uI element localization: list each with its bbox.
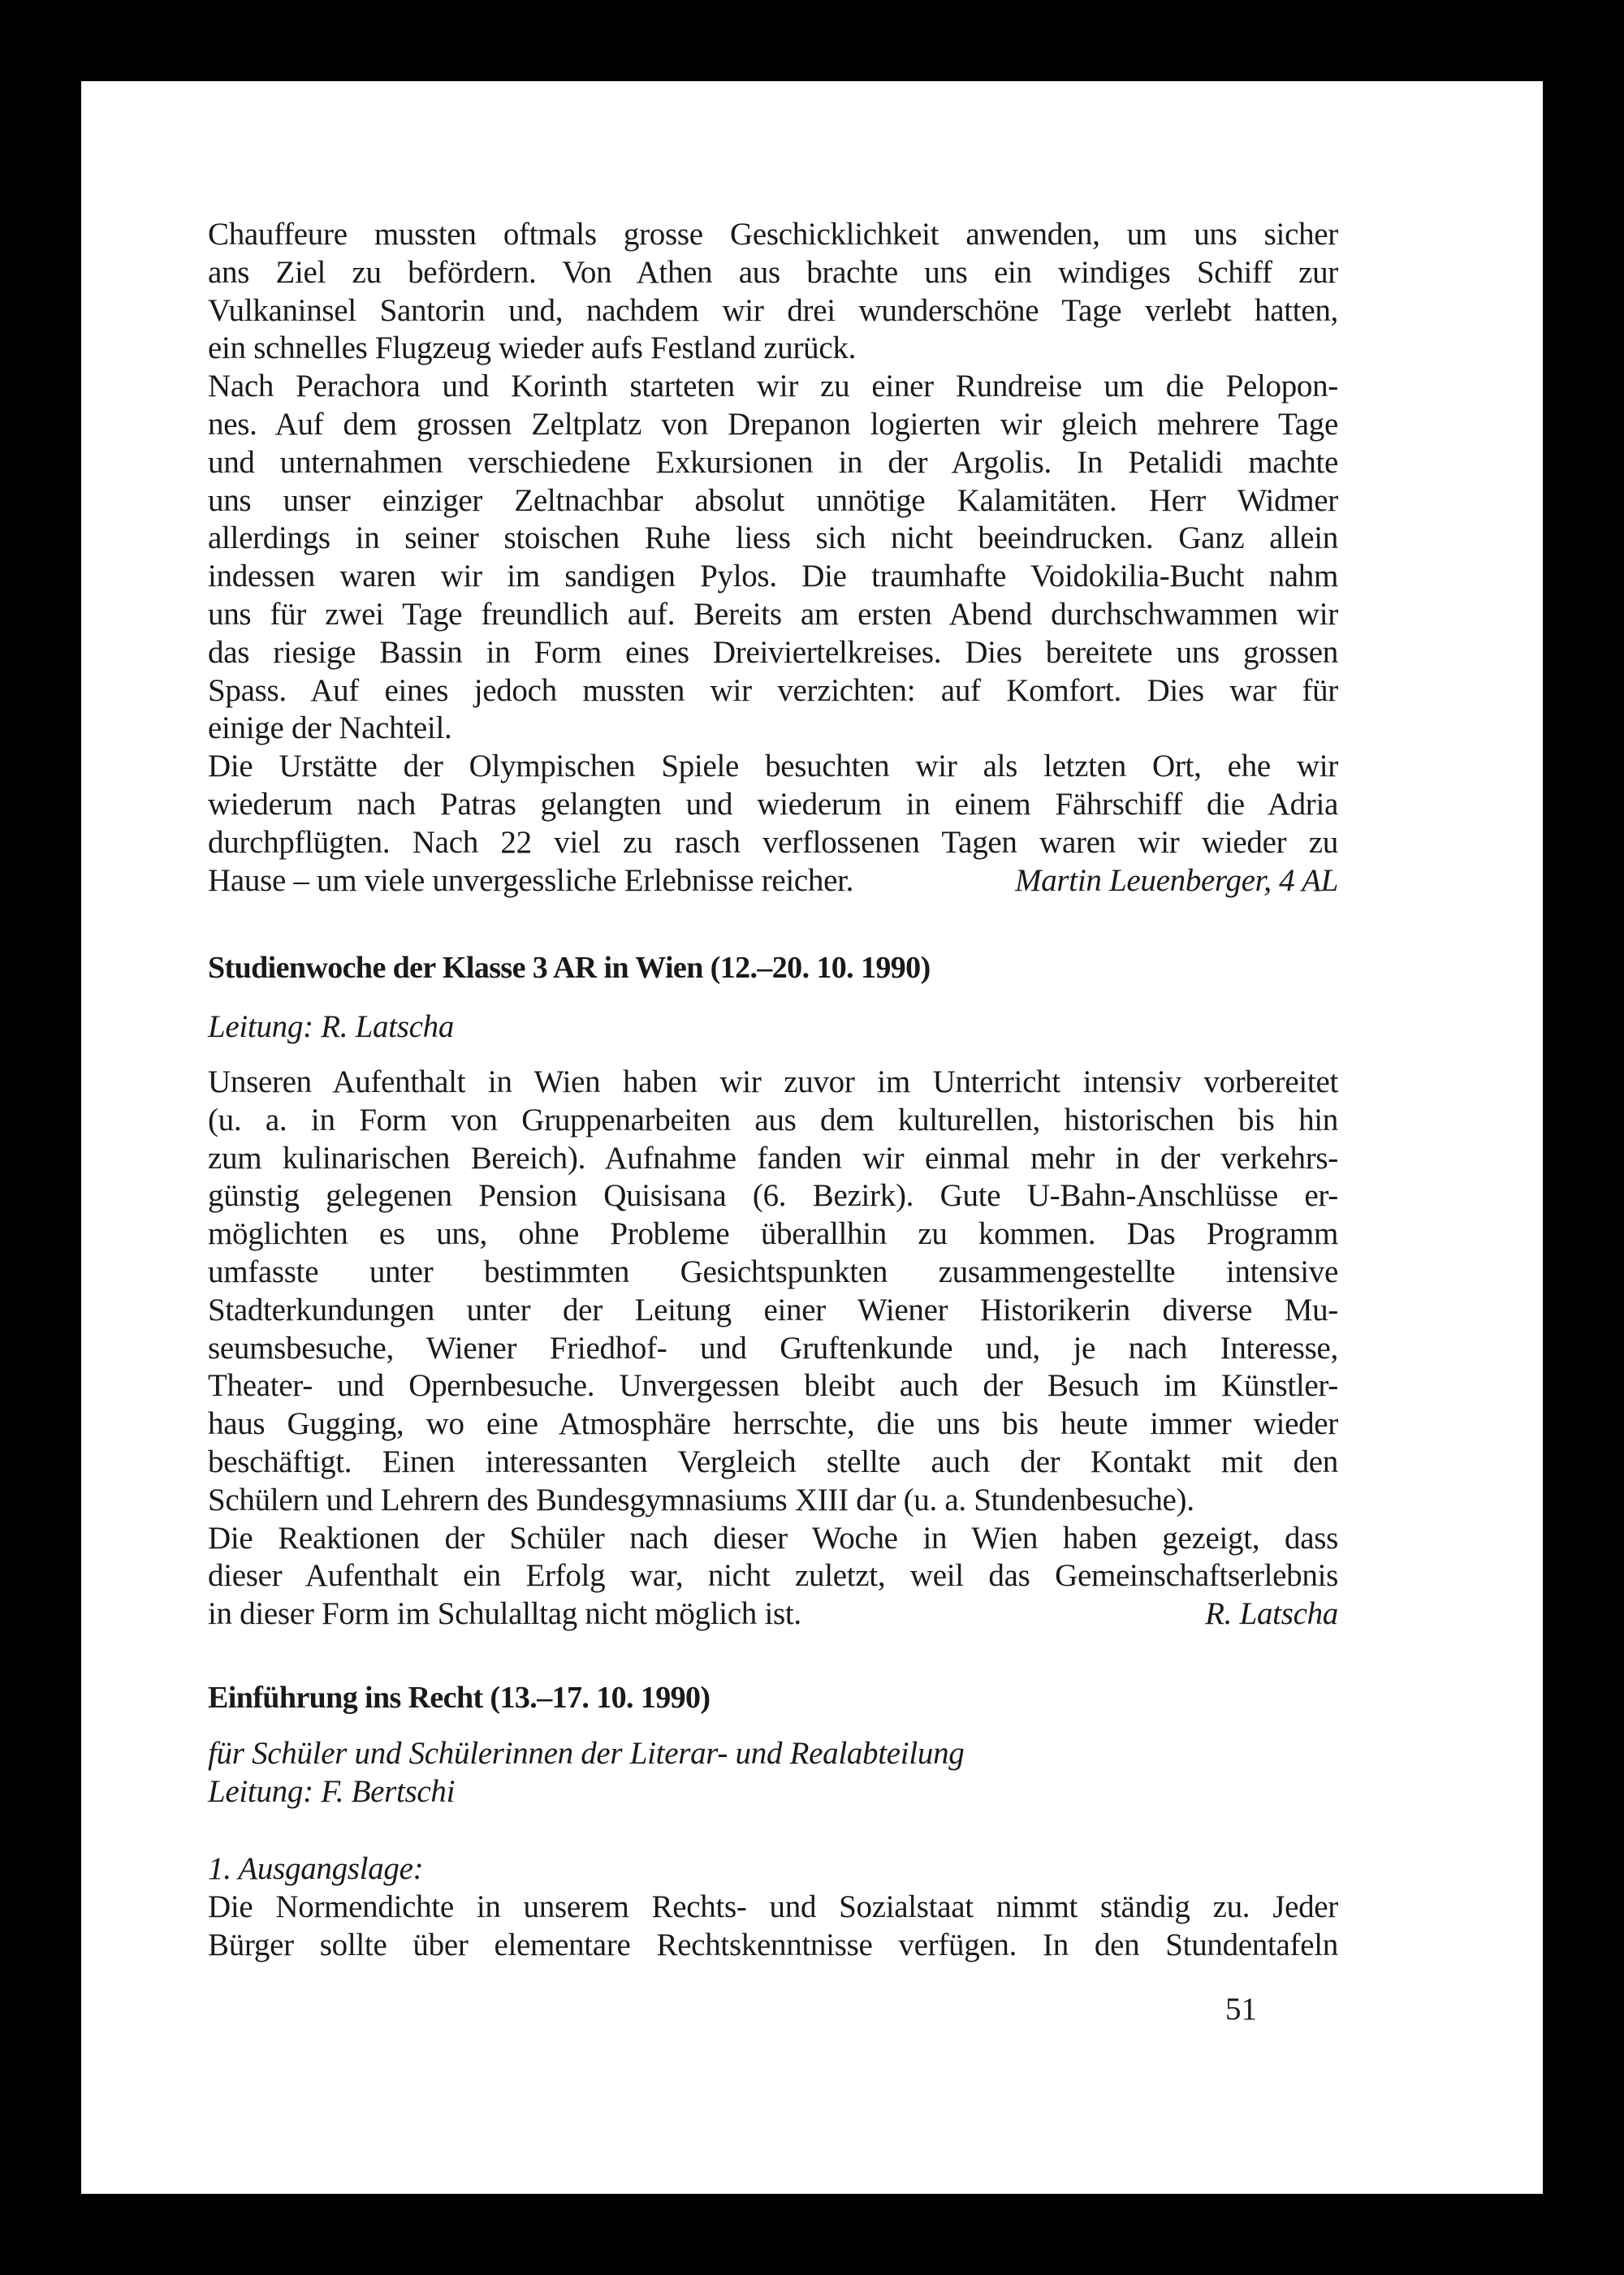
text-line: einige der Nachteil. (208, 710, 452, 746)
text-line: Unseren Aufenthalt in Wien haben wir zuvor im Unterricht intensiv vorbereitet (208, 1064, 1338, 1099)
text-line: uns unser einziger Zeltnachbar absolut unnötige Kalamitäten. Herr Widmer (208, 482, 1338, 518)
section-heading-wien: Studienwoche der Klasse 3 AR in Wien (12.–20. 10. 1990) (208, 951, 931, 985)
text-line-with-signature (208, 862, 1338, 900)
text-line: möglichten es uns, ohne Probleme überallhin zu kommen. Das Programm (208, 1216, 1338, 1252)
leitung-latscha: Leitung: R. Latscha (208, 1009, 455, 1044)
text-line: durchpflügten. Nach 22 viel zu rasch verflossenen Tagen waren wir wieder zu (208, 824, 1338, 860)
section-greece-trip (208, 216, 1338, 900)
text-line: Die Urstätte der Olympischen Spiele besuchten wir als letzten Ort, ehe wir (208, 749, 1338, 784)
section-wien-body (208, 1064, 1338, 1634)
document-page (81, 81, 1543, 2194)
text-line: Die Normendichte in unserem Rechts- und Sozialstaat nimmt ständig zu. Jeder (208, 1889, 1338, 1924)
text-line: Hause – um viele unvergessliche Erlebnisse reicher. (208, 862, 854, 898)
text-line: günstig gelegenen Pension Quisisana (6. Bezirk). Gute U-Bahn-Anschlüsse er- (208, 1178, 1338, 1214)
text-line: nes. Auf dem grossen Zeltplatz von Drepanon logierten wir gleich mehrere Tage (208, 406, 1338, 442)
text-line: Nach Perachora und Korinth starteten wir zu einer Rundreise um die Pelopon- (208, 369, 1338, 404)
text-line: das riesige Bassin in Form eines Dreiviertelkreises. Dies bereitete uns grossen (208, 634, 1338, 670)
text-line: Vulkaninsel Santorin und, nachdem wir drei wunderschöne Tage verlebt hatten, (208, 292, 1338, 328)
text-line: Schülern und Lehrern des Bundesgymnasiums XIII dar (u. a. Stundenbesuche). (208, 1482, 1194, 1517)
text-line: Bürger sollte über elementare Rechtskenntnisse verfügen. In den Stundentafeln (208, 1927, 1338, 1962)
text-line: seumsbesuche, Wiener Friedhof- und Gruftenkunde und, je nach Interesse, (208, 1330, 1338, 1366)
text-line: und unternahmen verschiedene Exkursionen in der Argolis. In Petalidi machte (208, 444, 1338, 480)
text-line: dieser Aufenthalt ein Erfolg war, nicht zuletzt, weil das Gemeinschaftserlebnis (208, 1558, 1338, 1594)
author-signature: R. Latscha (1205, 1596, 1338, 1632)
text-line: allerdings in seiner stoischen Ruhe liess sich nicht beeindrucken. Ganz allein (208, 520, 1338, 556)
text-line: zum kulinarischen Bereich). Aufnahme fanden wir einmal mehr in der verkehrs- (208, 1140, 1338, 1176)
text-line: ein schnelles Flugzeug wieder aufs Festland zurück. (208, 330, 857, 366)
text-line: Theater- und Opernbesuche. Unvergessen bleibt auch der Besuch im Künstler- (208, 1368, 1338, 1404)
text-line: Stadterkundungen unter der Leitung einer Wiener Historikerin diverse Mu- (208, 1292, 1338, 1327)
text-line: Spass. Auf eines jedoch mussten wir verzichten: auf Komfort. Dies war für (208, 672, 1338, 708)
leitung-bertschi: Leitung: F. Bertschi (208, 1773, 456, 1809)
text-line: ans Ziel zu befördern. Von Athen aus brachte uns ein windiges Schiff zur (208, 254, 1338, 290)
author-signature: Martin Leuenberger, 4 AL (1015, 862, 1338, 898)
section-recht-intro (208, 1735, 1338, 1811)
text-line: (u. a. in Form von Gruppenarbeiten aus dem kulturellen, historischen bis hin (208, 1102, 1338, 1138)
section-recht-body (208, 1850, 1338, 1964)
page-number: 51 (1225, 1992, 1257, 2027)
subheading-ausgangslage: 1. Ausgangslage: (208, 1851, 424, 1886)
section-heading-recht: Einführung ins Recht (13.–17. 10. 1990) (208, 1681, 710, 1715)
subtitle: für Schüler und Schülerinnen der Literar- und Realabteilung (208, 1736, 965, 1771)
text-line: umfasste unter bestimmten Gesichtspunkten zusammengestellte intensive (208, 1254, 1338, 1289)
text-line: wiederum nach Patras gelangten und wiederum in einem Fährschiff die Adria (208, 786, 1338, 822)
text-line: haus Gugging, wo eine Atmosphäre herrschte, die uns bis heute immer wieder (208, 1406, 1338, 1442)
text-line: Die Reaktionen der Schüler nach dieser Woche in Wien haben gezeigt, dass (208, 1520, 1338, 1556)
text-line: indessen waren wir im sandigen Pylos. Die traumhafte Voidokilia-Bucht nahm (208, 559, 1338, 594)
text-line: Chauffeure mussten oftmals grosse Geschicklichkeit anwenden, um uns sicher (208, 217, 1338, 252)
text-line-with-signature (208, 1595, 1338, 1634)
text-line: uns für zwei Tage freundlich auf. Bereits am ersten Abend durchschwammen wir (208, 596, 1338, 632)
text-line: in dieser Form im Schulalltag nicht möglich ist. (208, 1596, 801, 1632)
text-line: beschäftigt. Einen interessanten Vergleich stellte auch der Kontakt mit den (208, 1444, 1338, 1479)
